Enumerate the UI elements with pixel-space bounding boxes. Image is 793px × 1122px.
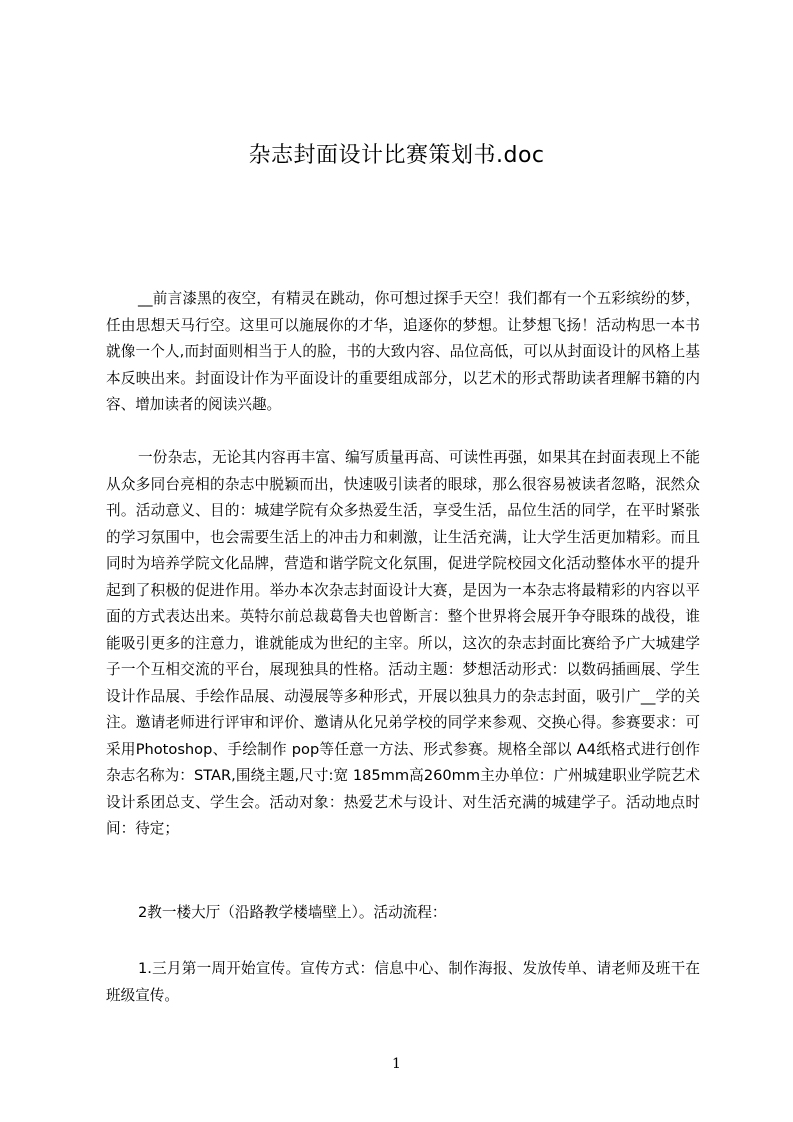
paragraph-activity-details: 一份杂志，无论其内容再丰富、编写质量再高、可读性再强，如果其在封面表现上不能从众多同台亮相的杂志中脱颖而出，快速吸引读者的眼球，那么很容易被读者忽略，泯然众刊。活动意义、目的：城建学院有众多热爱生活，享受生活，品位生活的同学，在平时紧张的学习氛围中，也会需要生活上的冲击力和刺激，让生活充满，让大学生活更加精彩。而且同时为培养学院文化品牌，营造和谐学院文化氛围，促进学院校园文化活动整体水平的提升起到了积极的促进作用。举办本次杂志封面设计大赛，是因为一本杂志将最精彩的内容以平面的方式表达出来。英特尔前总裁葛鲁夫也曾断言：整个世界将会展开争夺眼珠的战役，谁能吸引更多的注意力，谁就能成为世纪的主宰。所以，这次的杂志封面比赛给予广大城建学子一个互相交流的平台，展现独具的性格。活动主题：梦想活动形式：以数码插画展、学生设计作品展、手绘作品展、动漫展等多种形式，开展以独具力的杂志封面，吸引广__学的关注。邀请老师进行评审和评价、邀请从化兄弟学校的同学来参观、交换心得。参赛要求：可采用Photoshop、手绘制作 pop等任意一方法、形式参赛。规格全部以 A4纸格式进行创作杂志名称为：STAR,围绕主题,尺寸:宽 185mm高260mm主办单位：广州城建职业学院艺术设计系团总支、学生会。活动对象：热爱艺术与设计、对生活充满的城建学子。活动地点时间：待定； (106, 449, 700, 837)
paragraph-preface: __前言漆黑的夜空，有精灵在跳动，你可想过探手天空！我们都有一个五彩缤纷的梦，任由思想天马行空。这里可以施展你的才华，追逐你的梦想。让梦想飞扬！活动构思一本书就像一个人,而封面则相当于人的脸，书的大致内容、品位高低，可以从封面设计的风格上基本反映出来。封面设计作为平面设计的重要组成部分，以艺术的形式帮助读者理解书籍的内容、增加读者的阅读兴趣。 (106, 290, 700, 413)
page-number: 1 (392, 1056, 401, 1072)
document-title: 杂志封面设计比赛策划书.doc (248, 143, 545, 168)
paragraph-venue: 2教一楼大厅（沿路教学楼墙壁上）。活动流程： (138, 904, 447, 921)
paragraph-process-step-1: 1.三月第一周开始宣传。宣传方式：信息中心、制作海报、发放传单、请老师及班干在班级宣传。 (106, 960, 700, 1004)
